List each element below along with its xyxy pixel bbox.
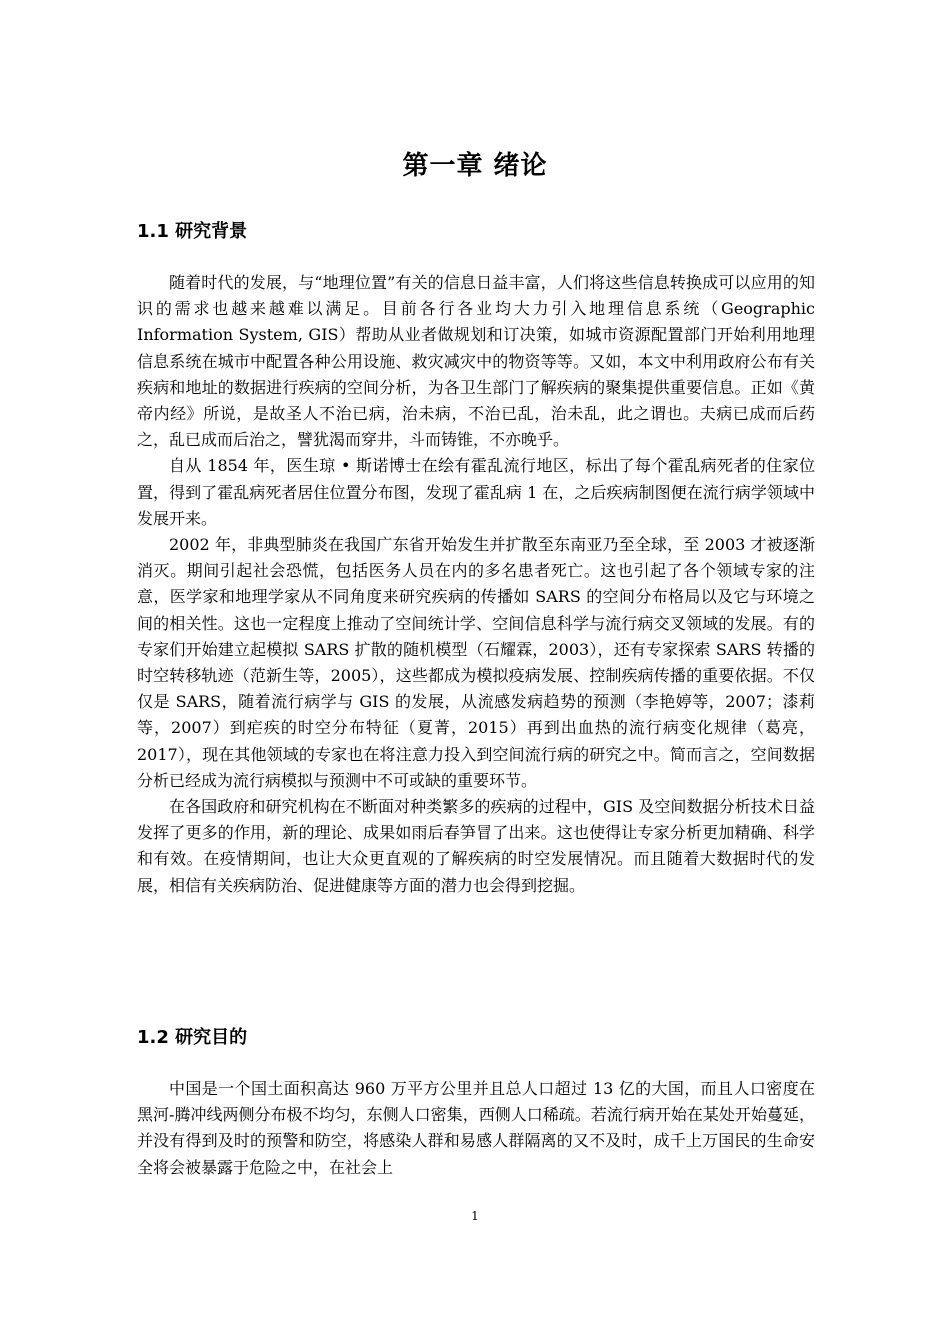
section-1-1-body xyxy=(137,270,815,899)
paragraph: 在各国政府和研究机构在不断面对种类繁多的疾病的过程中，GIS 及空间数据分析技术日益发挥了更多的作用，新的理论、成果如雨后春笋冒了出来。这也使得让专家分析更加精确、科学和有效。在疫情期间，也让大众更直观的了解疾病的时空发展情况。而且随着大数据时代的发展，相信有关疾病防治、促进健康等方面的潜力也会得到挖掘。 xyxy=(137,797,815,895)
section-heading-1-1: 1.1 研究背景 xyxy=(137,221,248,242)
page-number: 1 xyxy=(471,1209,479,1223)
paragraph: 中国是一个国土面积高达 960 万平方公里并且总人口超过 13 亿的大国，而且人口密度在黑河-腾冲线两侧分布极不均匀，东侧人口密集，西侧人口稀疏。若流行病开始在某处开始蔓延，并没有得到及时的预警和防空，将感染人群和易感人群隔离的又不及时，成千上万国民的生命安全将会被暴露于危险之中，在社会上 xyxy=(137,1079,815,1177)
section-1-2-body xyxy=(137,1076,815,1181)
chapter-title: 第一章 绪论 xyxy=(402,151,548,181)
paragraph: 随着时代的发展，与“地理位置”有关的信息日益丰富，人们将这些信息转换成可以应用的知识的需求也越来越难以满足。目前各行各业均大力引入地理信息系统（Geographic Information System, GIS）帮助从业者做规划和订决策，如城市资源配置部门开始利用地理信息系统在城市中配置各种公用设施、救灾减灾中的物资等等。又如，本文中利用政府公布有关疾病和地址的数据进行疾病的空间分析，为各卫生部门了解疾病的聚集提供重要信息。正如《黄帝内经》所说，是故圣人不治已病，治未病，不治已乱，治未乱，此之谓也。夫病已成而后药之，乱已成而后治之，譬犹渴而穿井，斗而铸锥，不亦晚乎。 xyxy=(137,273,815,450)
paragraph: 2002 年，非典型肺炎在我国广东省开始发生并扩散至东南亚乃至全球，至 2003 才被逐渐消灭。期间引起社会恐慌，包括医务人员在内的多名患者死亡。这也引起了各个领域专家的注意，医学家和地理学家从不同角度来研究疾病的传播如 SARS 的空间分布格局以及它与环境之间的相关性。这也一定程度上推动了空间统计学、空间信息科学与流行病交叉领域的发展。有的专家们开始建立起模拟 SARS 扩散的随机模型（石耀霖，2003），还有专家探索 SARS 转播的时空转移轨迹（范新生等，2005），这些都成为模拟疫病发展、控制疾病传播的重要依据。不仅仅是 SARS，随着流行病学与 GIS 的发展，从流感发病趋势的预测（李艳婷等，2007；漆莉等，2007）到疟疾的时空分布特征（夏菁，2015）再到出血热的流行病变化规律（葛亮，2017），现在其他领域的专家也在将注意力投入到空间流行病的研究之中。简而言之，空间数据分析已经成为流行病模拟与预测中不可或缺的重要环节。 xyxy=(137,535,815,790)
paragraph: 自从 1854 年，医生琼 • 斯诺博士在绘有霍乱流行地区，标出了每个霍乱病死者的住家位置，得到了霍乱病死者居住位置分布图，发现了霍乱病 1 在，之后疾病制图便在流行病学领域中发展开来。 xyxy=(137,456,815,528)
section-heading-1-2: 1.2 研究目的 xyxy=(137,1027,248,1048)
